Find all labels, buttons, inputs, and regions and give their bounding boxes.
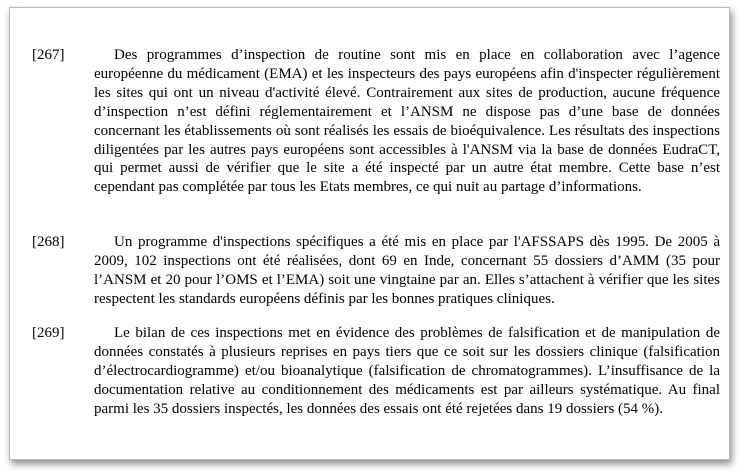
paragraph-number: [269] xyxy=(32,325,65,341)
paragraph-number: [268] xyxy=(32,234,65,250)
document-page xyxy=(9,7,730,460)
paragraph-number: [267] xyxy=(32,47,65,63)
paragraph-text: Le bilan de ces inspections met en évidence des problèmes de falsification et de manipulation de données constatés à plusieurs reprises en pays tiers que ce soit sur les dossiers clinique (falsification d’électrocardiogramme) et/ou bioanalytique (falsification de chromatogrammes). L’insuffisance de la documentation relative au conditionnement des médicaments est par ailleurs systématique. Au final parmi les 35 dossiers inspectés, les données des essais ont été rejetées dans 19 dossiers (54 %). xyxy=(94,325,720,417)
paragraph-text: Des programmes d’inspection de routine sont mis en place en collaboration avec l’agence européenne du médicament (EMA) et les inspecteurs des pays européens afin d'inspecter régulièrement les sites qui ont un niveau d'activité élevé. Contrairement aux sites de production, aucune fréquence d’inspection n’est défini réglementairement et l’ANSM ne dispose pas d’une base de données concernant les établissements où sont réalisés les essais de bioéquivalence. Les résultats des inspections diligentées par les autres pays européens sont accessibles à l'ANSM via la base de données EudraCT, qui permet aussi de vérifier que le site a été inspecté par un autre état membre. Cette base n’est cependant pas complétée par tous les Etats membres, ce qui nuit au partage d’informations. xyxy=(94,47,720,196)
paragraph-text: Un programme d'inspections spécifiques a été mis en place par l'AFSSAPS dès 1995. De 2005 à 2009, 102 inspections ont été réalisées, dont 69 en Inde, concernant 55 dossiers d’AMM (35 pour l’ANSM et 20 pour l’OMS et l’EMA) soit une vingtaine par an. Elles s’attachent à vérifier que les sites respectent les standards européens définis par les bonnes pratiques cliniques. xyxy=(94,234,720,307)
